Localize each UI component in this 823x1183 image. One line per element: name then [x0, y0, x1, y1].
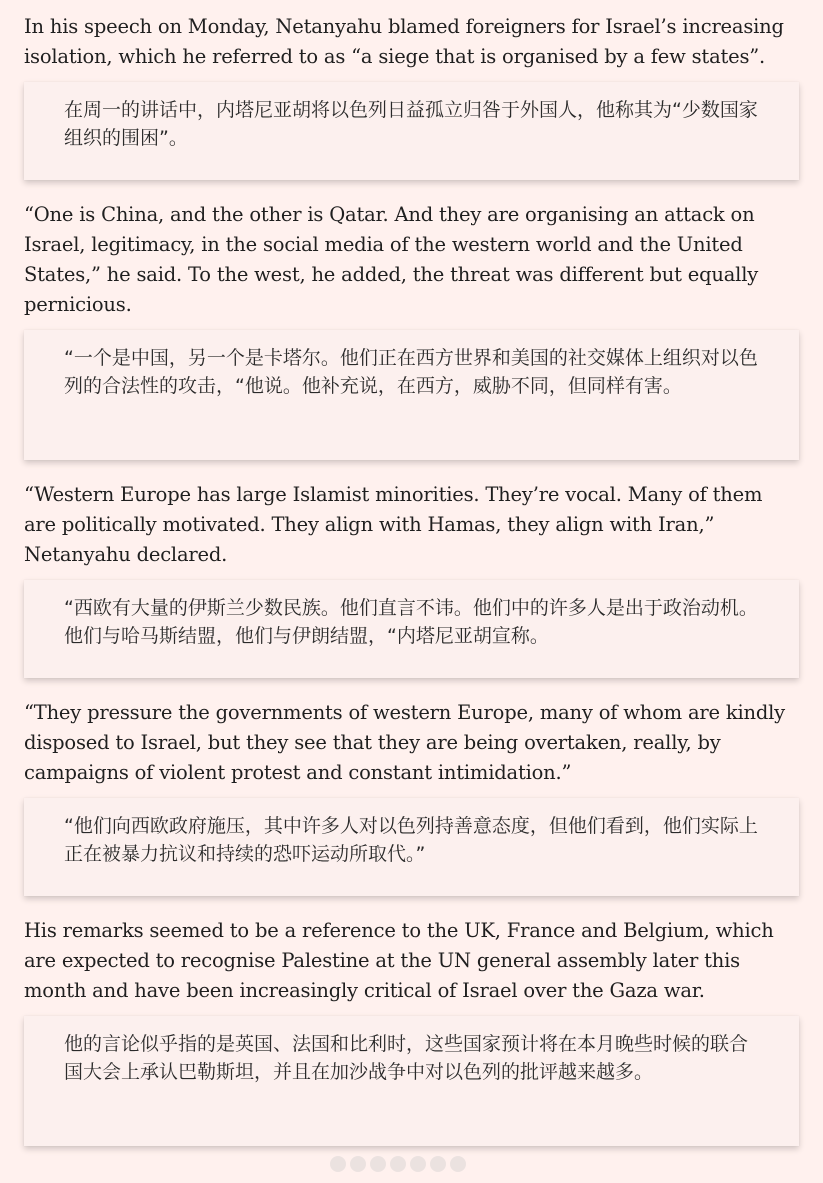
translation-box: [24, 1016, 799, 1146]
chinese-translation: “西欧有大量的伊斯兰少数民族。他们直言不讳。他们中的许多人是出于政治动机。他们与哈马斯结盟，他们与伊朗结盟，“内塔尼亚胡宣称。: [64, 597, 758, 647]
english-paragraph: “One is China, and the other is Qatar. And they are organising an attack on Israel, legitimacy, in the social media of the western world and the United States,” he said. To the west, he added, the threat was different but equally pernicious.: [24, 203, 759, 316]
translation-box: [24, 330, 799, 460]
english-paragraph: His remarks seemed to be a reference to the UK, France and Belgium, which are expected to recognise Palestine at the UN general assembly later this month and have been increasingly critical of Israel over the Gaza war.: [24, 919, 774, 1002]
english-paragraph: “They pressure the governments of western Europe, many of whom are kindly disposed to Israel, but they see that they are being overtaken, really, by campaigns of violent protest and constant intimidation.”: [24, 701, 785, 784]
chinese-translation: “他们向西欧政府施压，其中许多人对以色列持善意态度，但他们看到，他们实际上正在被暴力抗议和持续的恐吓运动所取代。”: [64, 815, 758, 865]
english-paragraph: In his speech on Monday, Netanyahu blamed foreigners for Israel’s increasing isolation, which he referred to as “a siege that is organised by a few states”.: [24, 15, 784, 68]
translation-box: [24, 82, 799, 180]
chinese-translation: 他的言论似乎指的是英国、法国和比利时，这些国家预计将在本月晚些时候的联合国大会上承认巴勒斯坦，并且在加沙战争中对以色列的批评越来越多。: [64, 1033, 749, 1083]
english-paragraph: “Western Europe has large Islamist minorities. They’re vocal. Many of them are politically motivated. They align with Hamas, they align with Iran,” Netanyahu declared.: [24, 483, 763, 566]
watermark-logo: [330, 1156, 490, 1172]
chinese-translation: “一个是中国，另一个是卡塔尔。他们正在西方世界和美国的社交媒体上组织对以色列的合法性的攻击，“他说。他补充说，在西方，威胁不同，但同样有害。: [64, 347, 758, 397]
chinese-translation: 在周一的讲话中，内塔尼亚胡将以色列日益孤立归咎于外国人，他称其为“少数国家组织的围困”。: [64, 99, 758, 149]
translation-box: [24, 798, 799, 896]
translation-box: [24, 580, 799, 678]
